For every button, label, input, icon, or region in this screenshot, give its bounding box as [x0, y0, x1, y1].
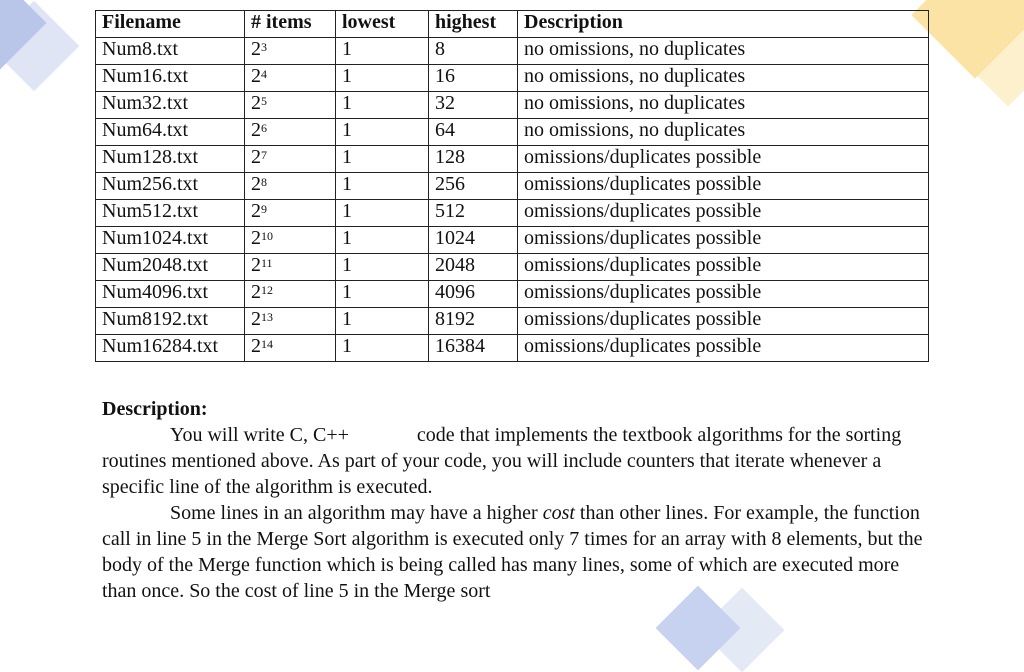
cell-filename: Num128.txt: [96, 146, 245, 173]
table-row: [96, 38, 929, 65]
cell-lowest: 1: [336, 227, 429, 254]
items-exponent: 6: [261, 121, 267, 135]
cell-description: no omissions, no duplicates: [518, 119, 929, 146]
cell-items: [245, 281, 336, 308]
cell-filename: Num1024.txt: [96, 227, 245, 254]
cell-lowest: 1: [336, 146, 429, 173]
items-base: 2: [251, 254, 261, 276]
cell-filename: Num16284.txt: [96, 335, 245, 362]
cell-highest: 64: [429, 119, 518, 146]
items-base: 2: [251, 146, 261, 168]
cell-lowest: 1: [336, 335, 429, 362]
items-exponent: 12: [261, 283, 273, 297]
cell-items: [245, 92, 336, 119]
cell-filename: Num256.txt: [96, 173, 245, 200]
cell-items: [245, 308, 336, 335]
items-base: 2: [251, 200, 261, 222]
table-row: [96, 65, 929, 92]
items-exponent: 11: [261, 256, 273, 270]
cell-items: [245, 65, 336, 92]
description-paragraph-2: [102, 500, 932, 604]
cell-highest: 4096: [429, 281, 518, 308]
cell-highest: 128: [429, 146, 518, 173]
header-lowest: lowest: [336, 11, 429, 38]
cell-highest: 256: [429, 173, 518, 200]
table-row: [96, 254, 929, 281]
table-row: [96, 92, 929, 119]
cell-description: omissions/duplicates possible: [518, 200, 929, 227]
cell-filename: Num32.txt: [96, 92, 245, 119]
cell-items: [245, 146, 336, 173]
items-exponent: 5: [261, 94, 267, 108]
cell-description: omissions/duplicates possible: [518, 308, 929, 335]
cell-lowest: 1: [336, 281, 429, 308]
cell-items: [245, 254, 336, 281]
header-description: Description: [518, 11, 929, 38]
cell-filename: Num8.txt: [96, 38, 245, 65]
cell-highest: 512: [429, 200, 518, 227]
items-base: 2: [251, 335, 261, 357]
cell-description: no omissions, no duplicates: [518, 38, 929, 65]
cell-filename: Num4096.txt: [96, 281, 245, 308]
cell-lowest: 1: [336, 308, 429, 335]
table-row: [96, 173, 929, 200]
cell-lowest: 1: [336, 200, 429, 227]
cell-lowest: 1: [336, 38, 429, 65]
cell-highest: 8192: [429, 308, 518, 335]
cell-description: omissions/duplicates possible: [518, 146, 929, 173]
description-section: [102, 396, 932, 604]
items-base: 2: [251, 281, 261, 303]
items-base: 2: [251, 173, 261, 195]
table-body: [96, 38, 929, 362]
items-exponent: 4: [261, 67, 267, 81]
description-p2-after: than other lines. For example, the function call in line 5 in the Merge Sort algorithm is executed only 7 times for an array with 8 elements, but the body of the Merge function which is being called has many lines, some of which are executed more than once. So the cost of line 5 in the Merge sort: [102, 502, 923, 602]
table-header-row: [96, 11, 929, 38]
description-p1-rest: code that implements the textbook algorithms for the sorting routines mentioned above. As part of your code, you will include counters that iterate whenever a specific line of the algorithm is executed.: [102, 424, 902, 498]
items-exponent: 13: [261, 310, 273, 324]
cell-filename: Num512.txt: [96, 200, 245, 227]
files-table: [95, 10, 929, 362]
cell-highest: 1024: [429, 227, 518, 254]
cell-description: no omissions, no duplicates: [518, 65, 929, 92]
cell-description: omissions/duplicates possible: [518, 254, 929, 281]
items-exponent: 9: [261, 202, 267, 216]
items-exponent: 3: [261, 40, 267, 54]
cell-items: [245, 227, 336, 254]
items-base: 2: [251, 92, 261, 114]
cell-highest: 2048: [429, 254, 518, 281]
table-row: [96, 200, 929, 227]
header-items: # items: [245, 11, 336, 38]
cell-description: no omissions, no duplicates: [518, 92, 929, 119]
cell-lowest: 1: [336, 92, 429, 119]
cell-items: [245, 335, 336, 362]
items-base: 2: [251, 119, 261, 141]
table-row: [96, 308, 929, 335]
cell-filename: Num64.txt: [96, 119, 245, 146]
cell-highest: 16: [429, 65, 518, 92]
header-filename: Filename: [96, 11, 245, 38]
table-row: [96, 146, 929, 173]
cell-lowest: 1: [336, 254, 429, 281]
items-base: 2: [251, 38, 261, 60]
cell-lowest: 1: [336, 119, 429, 146]
cell-items: [245, 119, 336, 146]
cell-highest: 8: [429, 38, 518, 65]
items-exponent: 14: [261, 337, 273, 351]
cell-description: omissions/duplicates possible: [518, 227, 929, 254]
table-row: [96, 281, 929, 308]
cell-filename: Num16.txt: [96, 65, 245, 92]
items-exponent: 7: [261, 148, 267, 162]
cell-filename: Num2048.txt: [96, 254, 245, 281]
cell-description: omissions/duplicates possible: [518, 281, 929, 308]
items-exponent: 10: [261, 229, 273, 243]
cell-highest: 32: [429, 92, 518, 119]
cell-lowest: 1: [336, 65, 429, 92]
items-base: 2: [251, 65, 261, 87]
cell-items: [245, 38, 336, 65]
description-p1-start: You will write C, C++: [170, 424, 349, 446]
description-paragraph-1: [102, 422, 932, 500]
table-row: [96, 335, 929, 362]
cell-description: omissions/duplicates possible: [518, 173, 929, 200]
items-base: 2: [251, 308, 261, 330]
cell-filename: Num8192.txt: [96, 308, 245, 335]
items-exponent: 8: [261, 175, 267, 189]
cell-highest: 16384: [429, 335, 518, 362]
items-base: 2: [251, 227, 261, 249]
cell-description: omissions/duplicates possible: [518, 335, 929, 362]
description-p2-before: Some lines in an algorithm may have a higher: [170, 502, 538, 524]
header-highest: highest: [429, 11, 518, 38]
description-p2-emphasis: cost: [542, 502, 575, 524]
table-row: [96, 227, 929, 254]
cell-items: [245, 200, 336, 227]
table-row: [96, 119, 929, 146]
cell-lowest: 1: [336, 173, 429, 200]
cell-items: [245, 173, 336, 200]
description-heading: Description:: [102, 398, 208, 420]
